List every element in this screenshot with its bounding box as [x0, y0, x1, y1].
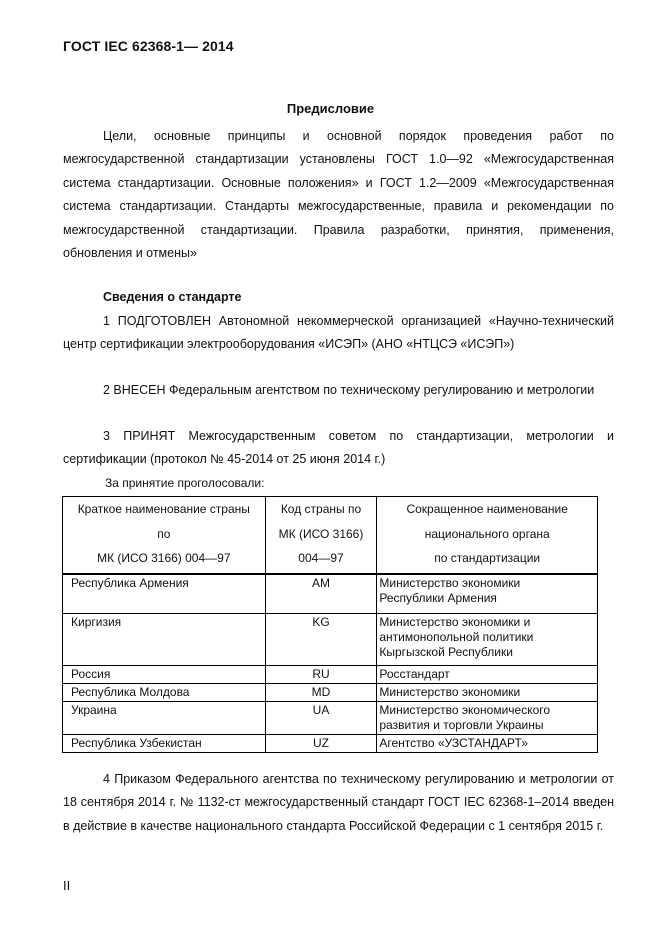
- table-row: [63, 614, 598, 666]
- header-code-line: 004—97: [298, 551, 344, 565]
- code-cell: MD: [265, 684, 377, 702]
- code-cell: RU: [265, 666, 377, 684]
- body-line: развития и торговли Украины: [379, 718, 544, 732]
- header-code: [265, 497, 377, 574]
- table-row: [63, 684, 598, 702]
- body-line: Кыргызской Республики: [379, 645, 513, 659]
- item-3-paragraph: 3 ПРИНЯТ Межгосударственным советом по стандартизации, метрологии и сертификации (протокол № 45-2014 от 25 июня 2014 г.): [63, 429, 614, 467]
- table-row: [63, 735, 598, 753]
- header-body-line: по стандартизации: [434, 551, 541, 565]
- country-cell: Украина: [63, 702, 266, 735]
- header-country-line: Краткое наименование страны: [77, 502, 250, 516]
- country-cell: Республика Молдова: [63, 684, 266, 702]
- body-line: Министерство экономики: [379, 685, 521, 699]
- body-line: Росстандарт: [379, 667, 450, 681]
- header-code-line: Код страны по: [280, 502, 362, 516]
- header-code-line: МК (ИСО 3166): [278, 526, 364, 541]
- body-cell: [377, 702, 598, 735]
- country-cell: Россия: [63, 666, 266, 684]
- table-row: [63, 702, 598, 735]
- section-title: Предисловие: [286, 101, 375, 116]
- header-body: [377, 497, 598, 574]
- body-line: Агентство «УЗСТАНДАРТ»: [379, 736, 528, 750]
- table-header-row: [63, 497, 598, 574]
- code-cell: UA: [265, 702, 377, 735]
- header-country-line: МК (ИСО 3166) 004—97: [97, 551, 231, 565]
- vote-caption: За принятие проголосовали:: [105, 476, 265, 490]
- header-country-line: по: [157, 526, 171, 541]
- country-cell: Республика Узбекистан: [63, 735, 266, 753]
- item-4-paragraph: 4 Приказом Федерального агентства по техническому регулированию и метрологии от 18 сентября 2014 г. № 1132-ст межгосударственный стандарт ГОСТ IEC 62368-1–2014 введен в действие в качестве национального стандарта Российской Федерации с 1 сентября 2015 г.: [63, 772, 614, 833]
- body-cell: [377, 684, 598, 702]
- body-line: антимонопольной политики: [379, 630, 534, 644]
- page-number: II: [63, 878, 71, 893]
- body-line: Министерство экономики: [379, 575, 521, 590]
- foreword-paragraph: Цели, основные принципы и основной порядок проведения работ по межгосударственной стандартизации установлены ГОСТ 1.0—92 «Межгосударственная система стандартизации. Основные положения» и ГОСТ 1.2—2009 «Межгосударственная система стандартизации. Стандарты межгосударственные, правила и рекомендации по межгосударственной стандартизации. Правила разработки, принятия, применения, обновления и отмены»: [63, 129, 614, 261]
- code-cell: KG: [265, 614, 377, 666]
- info-heading: Сведения о стандарте: [103, 290, 242, 304]
- header-body-line: национального органа: [424, 526, 550, 541]
- country-cell: Киргизия: [63, 614, 266, 666]
- body-cell: [377, 666, 598, 684]
- document-header: ГОСТ IEC 62368-1— 2014: [63, 38, 234, 54]
- table-row: [63, 666, 598, 684]
- table-row: [63, 574, 598, 614]
- item-1-paragraph: 1 ПОДГОТОВЛЕН Автономной некоммерческой организацией «Научно-технический центр сертификации электрооборудования «ИСЭП» (АНО «НТЦСЭ «ИСЭП»): [63, 314, 614, 352]
- voting-table: [62, 496, 598, 753]
- country-cell: Республика Армения: [63, 574, 266, 614]
- body-cell: [377, 735, 598, 753]
- code-cell: AM: [265, 574, 377, 614]
- item-2-paragraph: 2 ВНЕСЕН Федеральным агентством по техническому регулированию и метрологии: [103, 383, 595, 397]
- body-cell: [377, 574, 598, 614]
- body-line: Министерство экономики и: [379, 615, 531, 629]
- header-body-line: Сокращенное наименование: [406, 502, 568, 516]
- header-country: [63, 497, 266, 574]
- body-line: Республики Армения: [379, 590, 497, 605]
- code-cell: UZ: [265, 735, 377, 753]
- body-cell: [377, 614, 598, 666]
- body-line: Министерство экономического: [379, 703, 551, 717]
